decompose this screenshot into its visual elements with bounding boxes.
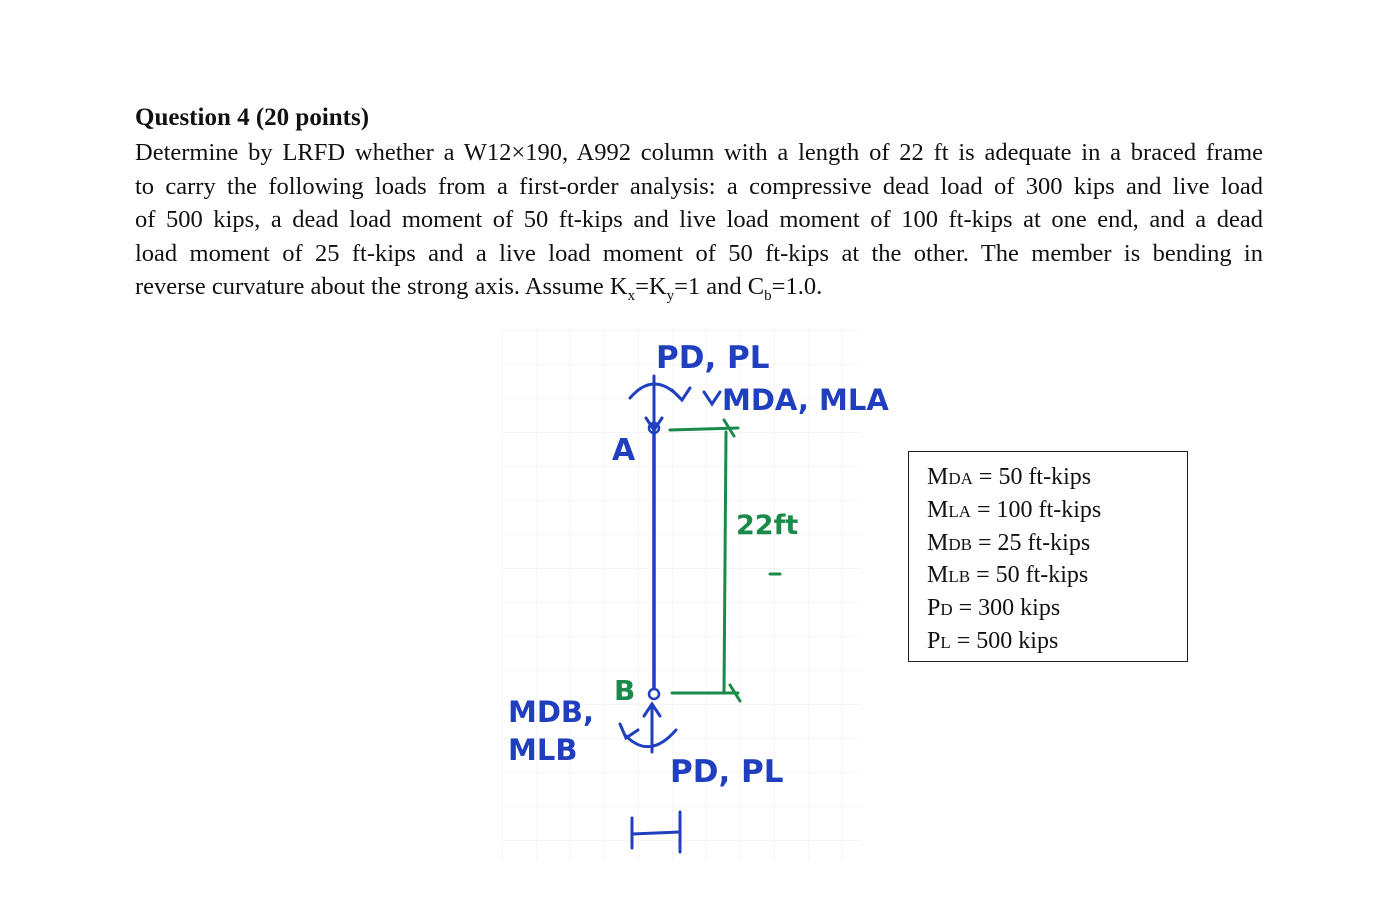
load-row: MDB = 25 ft-kips [927,529,1091,556]
load-row: MLA = 100 ft-kips [927,496,1102,523]
load-row: PD = 300 kips [927,595,1061,622]
bottom-moments-label-2: MLB [508,733,578,767]
length-label: 22ft [736,510,799,541]
node-a-label: A [612,433,636,468]
problem-line-last: reverse curvature about the strong axis. Assume $K_x=K_y=1$ and $C_b=1.0$. [135,273,823,305]
load-row: PL = 500 kips [927,627,1059,654]
node-b-label: B [614,674,636,707]
problem-line: of 500 kips, a dead load moment of 50 ft-kips and live load moment of 100 ft-kips at one end, and a dead [135,206,1263,234]
bottom-loads-label: PD, PL [670,754,784,790]
top-loads-label: PD, PL [656,340,770,376]
question-title: Question 4 (20 points) [135,104,370,131]
bottom-moments-label-1: MDB, [508,695,595,729]
problem-line: Determine by LRFD whether a W12×190, A992 column with a length of 22 ft is adequate in a braced frame [135,139,1263,166]
problem-line: load moment of 25 ft-kips and a live load moment of 50 ft-kips at the other. The member is bending in [135,239,1263,267]
load-summary-box [908,451,1188,662]
top-moments-label: MDA, MLA [722,383,889,417]
load-row: MDA = 50 ft-kips [927,464,1092,490]
load-row: MLB = 50 ft-kips [927,562,1089,589]
problem-line: to carry the following loads from a first-order analysis: a compressive dead load of 300 kips and live load [135,172,1263,200]
